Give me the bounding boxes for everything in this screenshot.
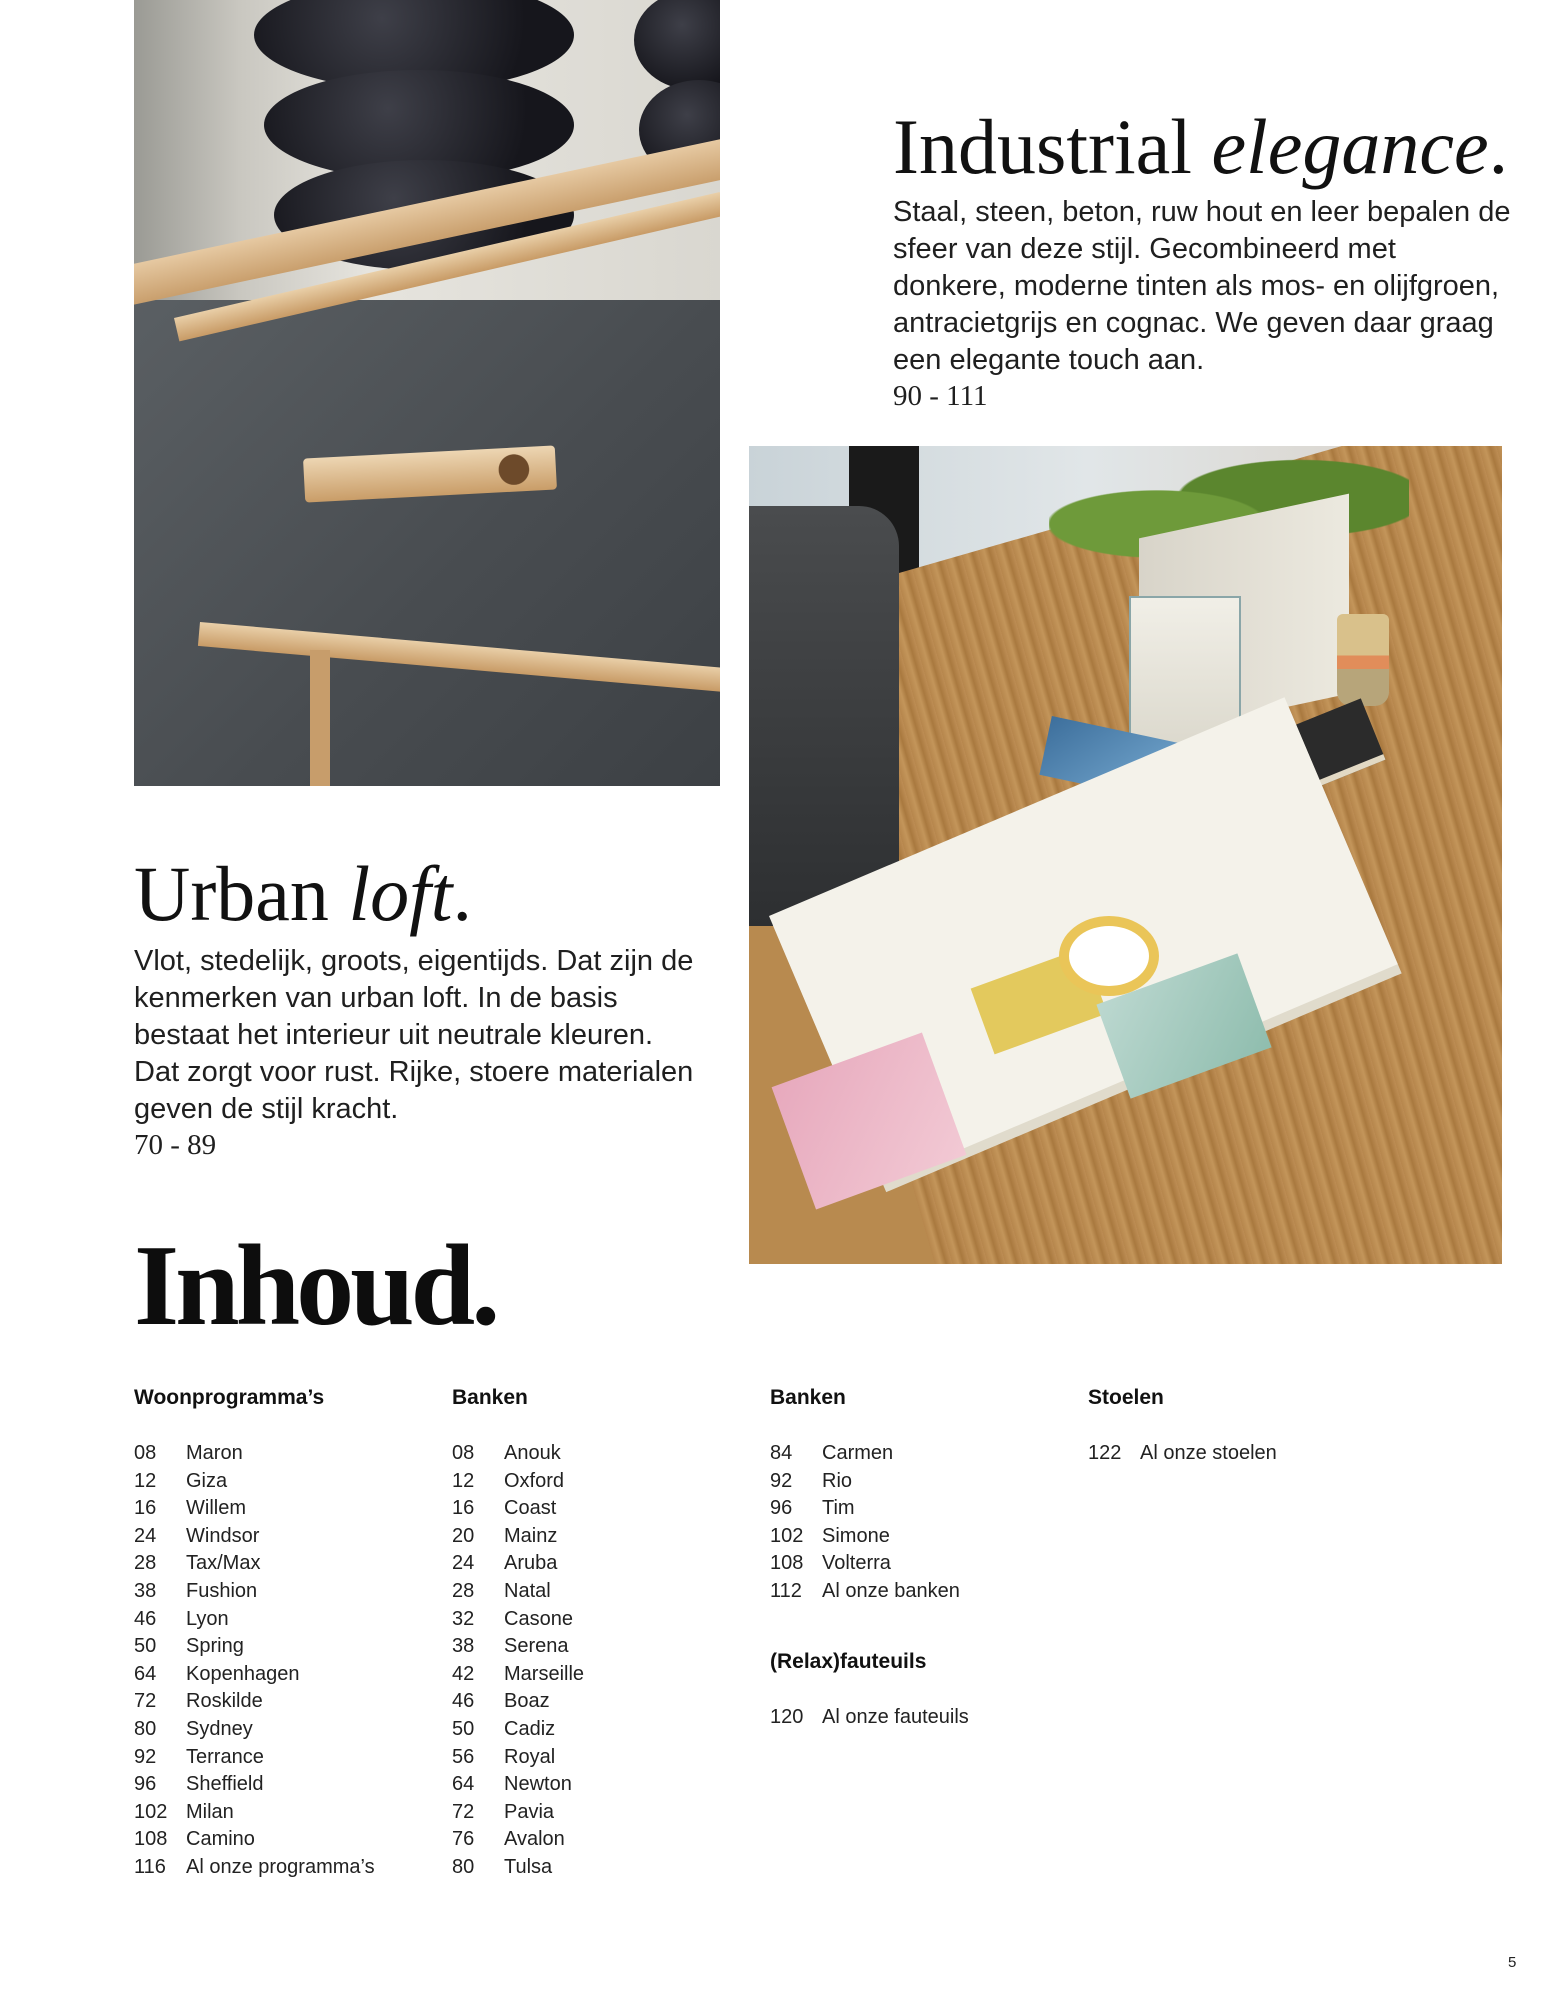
toc-page-number: 08 xyxy=(452,1442,475,1464)
industrial-elegance-pages: 90 - 111 xyxy=(893,380,988,412)
toc-column-banken xyxy=(452,1384,752,1882)
toc-entry-name: Natal xyxy=(504,1579,551,1602)
toc-entry xyxy=(134,1688,434,1716)
toc-entry xyxy=(452,1799,752,1827)
toc-page-number: 24 xyxy=(134,1524,157,1547)
toc-page-number: 38 xyxy=(452,1635,475,1658)
toc-subheading-fauteuils: (Relax)fauteuils xyxy=(770,1649,927,1673)
table-of-contents-title: Inhoud. xyxy=(134,1222,497,1350)
toc-entry xyxy=(134,1523,434,1551)
toc-page-number: 32 xyxy=(452,1607,475,1630)
toc-entry-name: Carmen xyxy=(822,1442,894,1464)
toc-heading: Woonprogramma’s xyxy=(134,1386,325,1409)
toc-entry xyxy=(134,1799,434,1827)
toc-page-number: 38 xyxy=(134,1579,157,1602)
toc-entry-name: Tulsa xyxy=(504,1855,553,1878)
toc-entry xyxy=(770,1578,1070,1606)
toc-entry-name: Anouk xyxy=(504,1442,561,1464)
toc-page-number: 96 xyxy=(770,1497,793,1520)
toc-entry-name: Fushion xyxy=(186,1579,258,1602)
urban-loft-pages: 70 - 89 xyxy=(134,1129,217,1161)
toc-list xyxy=(134,1440,434,1882)
toc-entry xyxy=(134,1854,434,1882)
toc-page-number: 64 xyxy=(452,1773,475,1796)
toc-entry-name: Lyon xyxy=(186,1607,229,1630)
toc-entry-name: Al onze programma’s xyxy=(186,1855,375,1878)
toc-entry xyxy=(452,1826,752,1854)
toc-entry xyxy=(452,1495,752,1523)
toc-entry-name: Al onze banken xyxy=(822,1579,960,1602)
toc-entry xyxy=(770,1523,1070,1551)
toc-page-number: 102 xyxy=(134,1800,168,1823)
toc-page-number: 16 xyxy=(452,1497,475,1520)
toc-entry-name: Sydney xyxy=(186,1717,253,1740)
title-plain: Industrial xyxy=(893,103,1212,190)
toc-page-number: 24 xyxy=(452,1552,475,1575)
toc-entry xyxy=(452,1440,752,1468)
toc-entry-name: Simone xyxy=(822,1524,890,1547)
toc-page-number: 108 xyxy=(770,1552,804,1575)
toc-entry xyxy=(134,1495,434,1523)
toc-entry-name: Al onze fauteuils xyxy=(822,1705,969,1728)
toc-entry xyxy=(134,1468,434,1496)
toc-entry xyxy=(770,1440,1070,1468)
toc-page-number: 72 xyxy=(452,1800,475,1823)
toc-entry xyxy=(134,1606,434,1634)
toc-page-number: 50 xyxy=(134,1635,157,1658)
toc-page-number: 12 xyxy=(452,1469,475,1492)
toc-entry xyxy=(770,1468,1070,1496)
toc-page-number: 46 xyxy=(452,1690,475,1713)
toc-column-woonprogrammas xyxy=(134,1384,434,1882)
toc-page-number: 76 xyxy=(452,1828,475,1851)
toc-entry-name: Avalon xyxy=(504,1828,565,1851)
table-books-photo xyxy=(749,446,1502,1264)
toc-heading: Banken xyxy=(452,1386,528,1409)
toc-entry xyxy=(452,1688,752,1716)
toc-entry xyxy=(134,1744,434,1772)
toc-page-number: 116 xyxy=(134,1855,166,1878)
industrial-elegance-title xyxy=(893,103,1509,190)
toc-page-number: 102 xyxy=(770,1524,804,1547)
title-italic: elegance xyxy=(1211,103,1489,190)
toc-page-number: 72 xyxy=(134,1690,157,1713)
toc-entry xyxy=(134,1578,434,1606)
toc-entry xyxy=(452,1468,752,1496)
toc-entry xyxy=(452,1771,752,1799)
title-plain: Urban xyxy=(134,850,349,937)
toc-entry-name: Tax/Max xyxy=(186,1552,261,1575)
toc-entry xyxy=(134,1550,434,1578)
toc-page-number: 120 xyxy=(770,1705,804,1728)
toc-entry xyxy=(452,1606,752,1634)
toc-list xyxy=(452,1440,752,1882)
toc-entry-name: Coast xyxy=(504,1497,557,1520)
toc-page-number: 46 xyxy=(134,1607,157,1630)
title-period: . xyxy=(452,850,472,937)
toc-entry xyxy=(452,1854,752,1882)
urban-loft-description: Vlot, stedelijk, groots, eigentijds. Dat zijn de kenmerken van urban loft. In de basis bestaat het interieur uit neutrale kleuren. Dat zorgt voor rust. Rijke, stoere materialen geven de stijl kracht. xyxy=(134,945,694,1125)
toc-entry-name: Sheffield xyxy=(186,1773,264,1796)
toc-heading: Banken xyxy=(770,1386,846,1409)
toc-entry xyxy=(134,1440,434,1468)
toc-page-number: 08 xyxy=(134,1442,157,1464)
industrial-elegance-description: Staal, steen, beton, ruw hout en leer bepalen de sfeer van deze stijl. Gecombineerd met donkere, moderne tinten als mos- en olijfgroen, antracietgrijs en cognac. We geven daar graag een elegante touch aan. xyxy=(893,196,1511,376)
toc-entry-name: Marseille xyxy=(504,1662,585,1685)
toc-entry xyxy=(134,1771,434,1799)
toc-entry-name: Cadiz xyxy=(504,1717,556,1740)
toc-entry xyxy=(452,1661,752,1689)
toc-page-number: 64 xyxy=(134,1662,157,1685)
toc-page-number: 92 xyxy=(134,1745,157,1768)
toc-page-number: 16 xyxy=(134,1497,157,1520)
toc-page-number: 96 xyxy=(134,1773,157,1796)
toc-entry-name: Royal xyxy=(504,1745,556,1768)
toc-column-stoelen xyxy=(1088,1384,1388,1468)
toc-entry-name: Pavia xyxy=(504,1800,555,1823)
toc-page-number: 12 xyxy=(134,1469,157,1492)
toc-entry-name: Roskilde xyxy=(186,1690,263,1713)
toc-entry-name: Aruba xyxy=(504,1552,558,1575)
toc-entry-name: Giza xyxy=(186,1469,228,1492)
toc-page-number: 56 xyxy=(452,1745,475,1768)
toc-entry-name: Volterra xyxy=(822,1552,891,1575)
toc-page-number: 84 xyxy=(770,1442,793,1464)
toc-entry-name: Rio xyxy=(822,1469,853,1492)
toc-entry-name: Camino xyxy=(186,1828,255,1851)
toc-entry-name: Mainz xyxy=(504,1524,558,1547)
toc-entry-name: Willem xyxy=(186,1497,246,1520)
toc-entry xyxy=(1088,1440,1388,1468)
toc-heading: Stoelen xyxy=(1088,1386,1164,1409)
toc-entry-name: Terrance xyxy=(186,1745,264,1768)
toc-entry xyxy=(134,1826,434,1854)
toc-page-number: 80 xyxy=(134,1717,157,1740)
toc-entry-name: Boaz xyxy=(504,1690,550,1713)
toc-list xyxy=(770,1440,1070,1606)
toc-entry xyxy=(770,1550,1070,1578)
toc-page-number: 122 xyxy=(1088,1442,1122,1464)
toc-page-number: 28 xyxy=(452,1579,475,1602)
toc-entry-name: Casone xyxy=(504,1607,573,1630)
toc-page-number: 80 xyxy=(452,1855,475,1878)
toc-entry xyxy=(134,1716,434,1744)
toc-entry xyxy=(452,1523,752,1551)
toc-list-fauteuils xyxy=(770,1704,1070,1732)
toc-entry-name: Spring xyxy=(186,1635,244,1658)
toc-entry-name: Newton xyxy=(504,1773,572,1796)
title-italic: loft xyxy=(348,850,453,937)
toc-entry-name: Al onze stoelen xyxy=(1140,1442,1277,1464)
toc-column-banken-fauteuils xyxy=(770,1384,1070,1731)
toc-list xyxy=(1088,1440,1388,1468)
toc-page-number: 42 xyxy=(452,1662,475,1685)
toc-entry xyxy=(134,1661,434,1689)
toc-entry xyxy=(452,1633,752,1661)
toc-entry xyxy=(452,1578,752,1606)
toc-entry xyxy=(770,1704,1070,1732)
page-number: 5 xyxy=(1508,1954,1517,1971)
toc-page-number: 92 xyxy=(770,1469,793,1492)
toc-page-number: 20 xyxy=(452,1524,475,1547)
toc-entry xyxy=(134,1633,434,1661)
toc-entry-name: Maron xyxy=(186,1442,243,1464)
toc-page-number: 108 xyxy=(134,1828,168,1851)
toc-entry-name: Milan xyxy=(186,1800,234,1823)
toc-entry xyxy=(452,1716,752,1744)
toc-page-number: 28 xyxy=(134,1552,157,1575)
toc-page-number: 112 xyxy=(770,1579,802,1602)
toc-entry-name: Tim xyxy=(822,1497,855,1520)
toc-page-number: 50 xyxy=(452,1717,475,1740)
toc-entry-name: Oxford xyxy=(504,1469,565,1492)
toc-entry xyxy=(452,1744,752,1772)
toc-entry-name: Serena xyxy=(504,1635,569,1658)
toc-entry xyxy=(770,1495,1070,1523)
toc-entry xyxy=(452,1550,752,1578)
toc-entry-name: Kopenhagen xyxy=(186,1662,300,1685)
urban-loft-title xyxy=(134,850,472,937)
toc-entry-name: Windsor xyxy=(186,1524,260,1547)
cabinet-drawer-photo xyxy=(134,0,720,786)
title-period: . xyxy=(1488,103,1509,190)
